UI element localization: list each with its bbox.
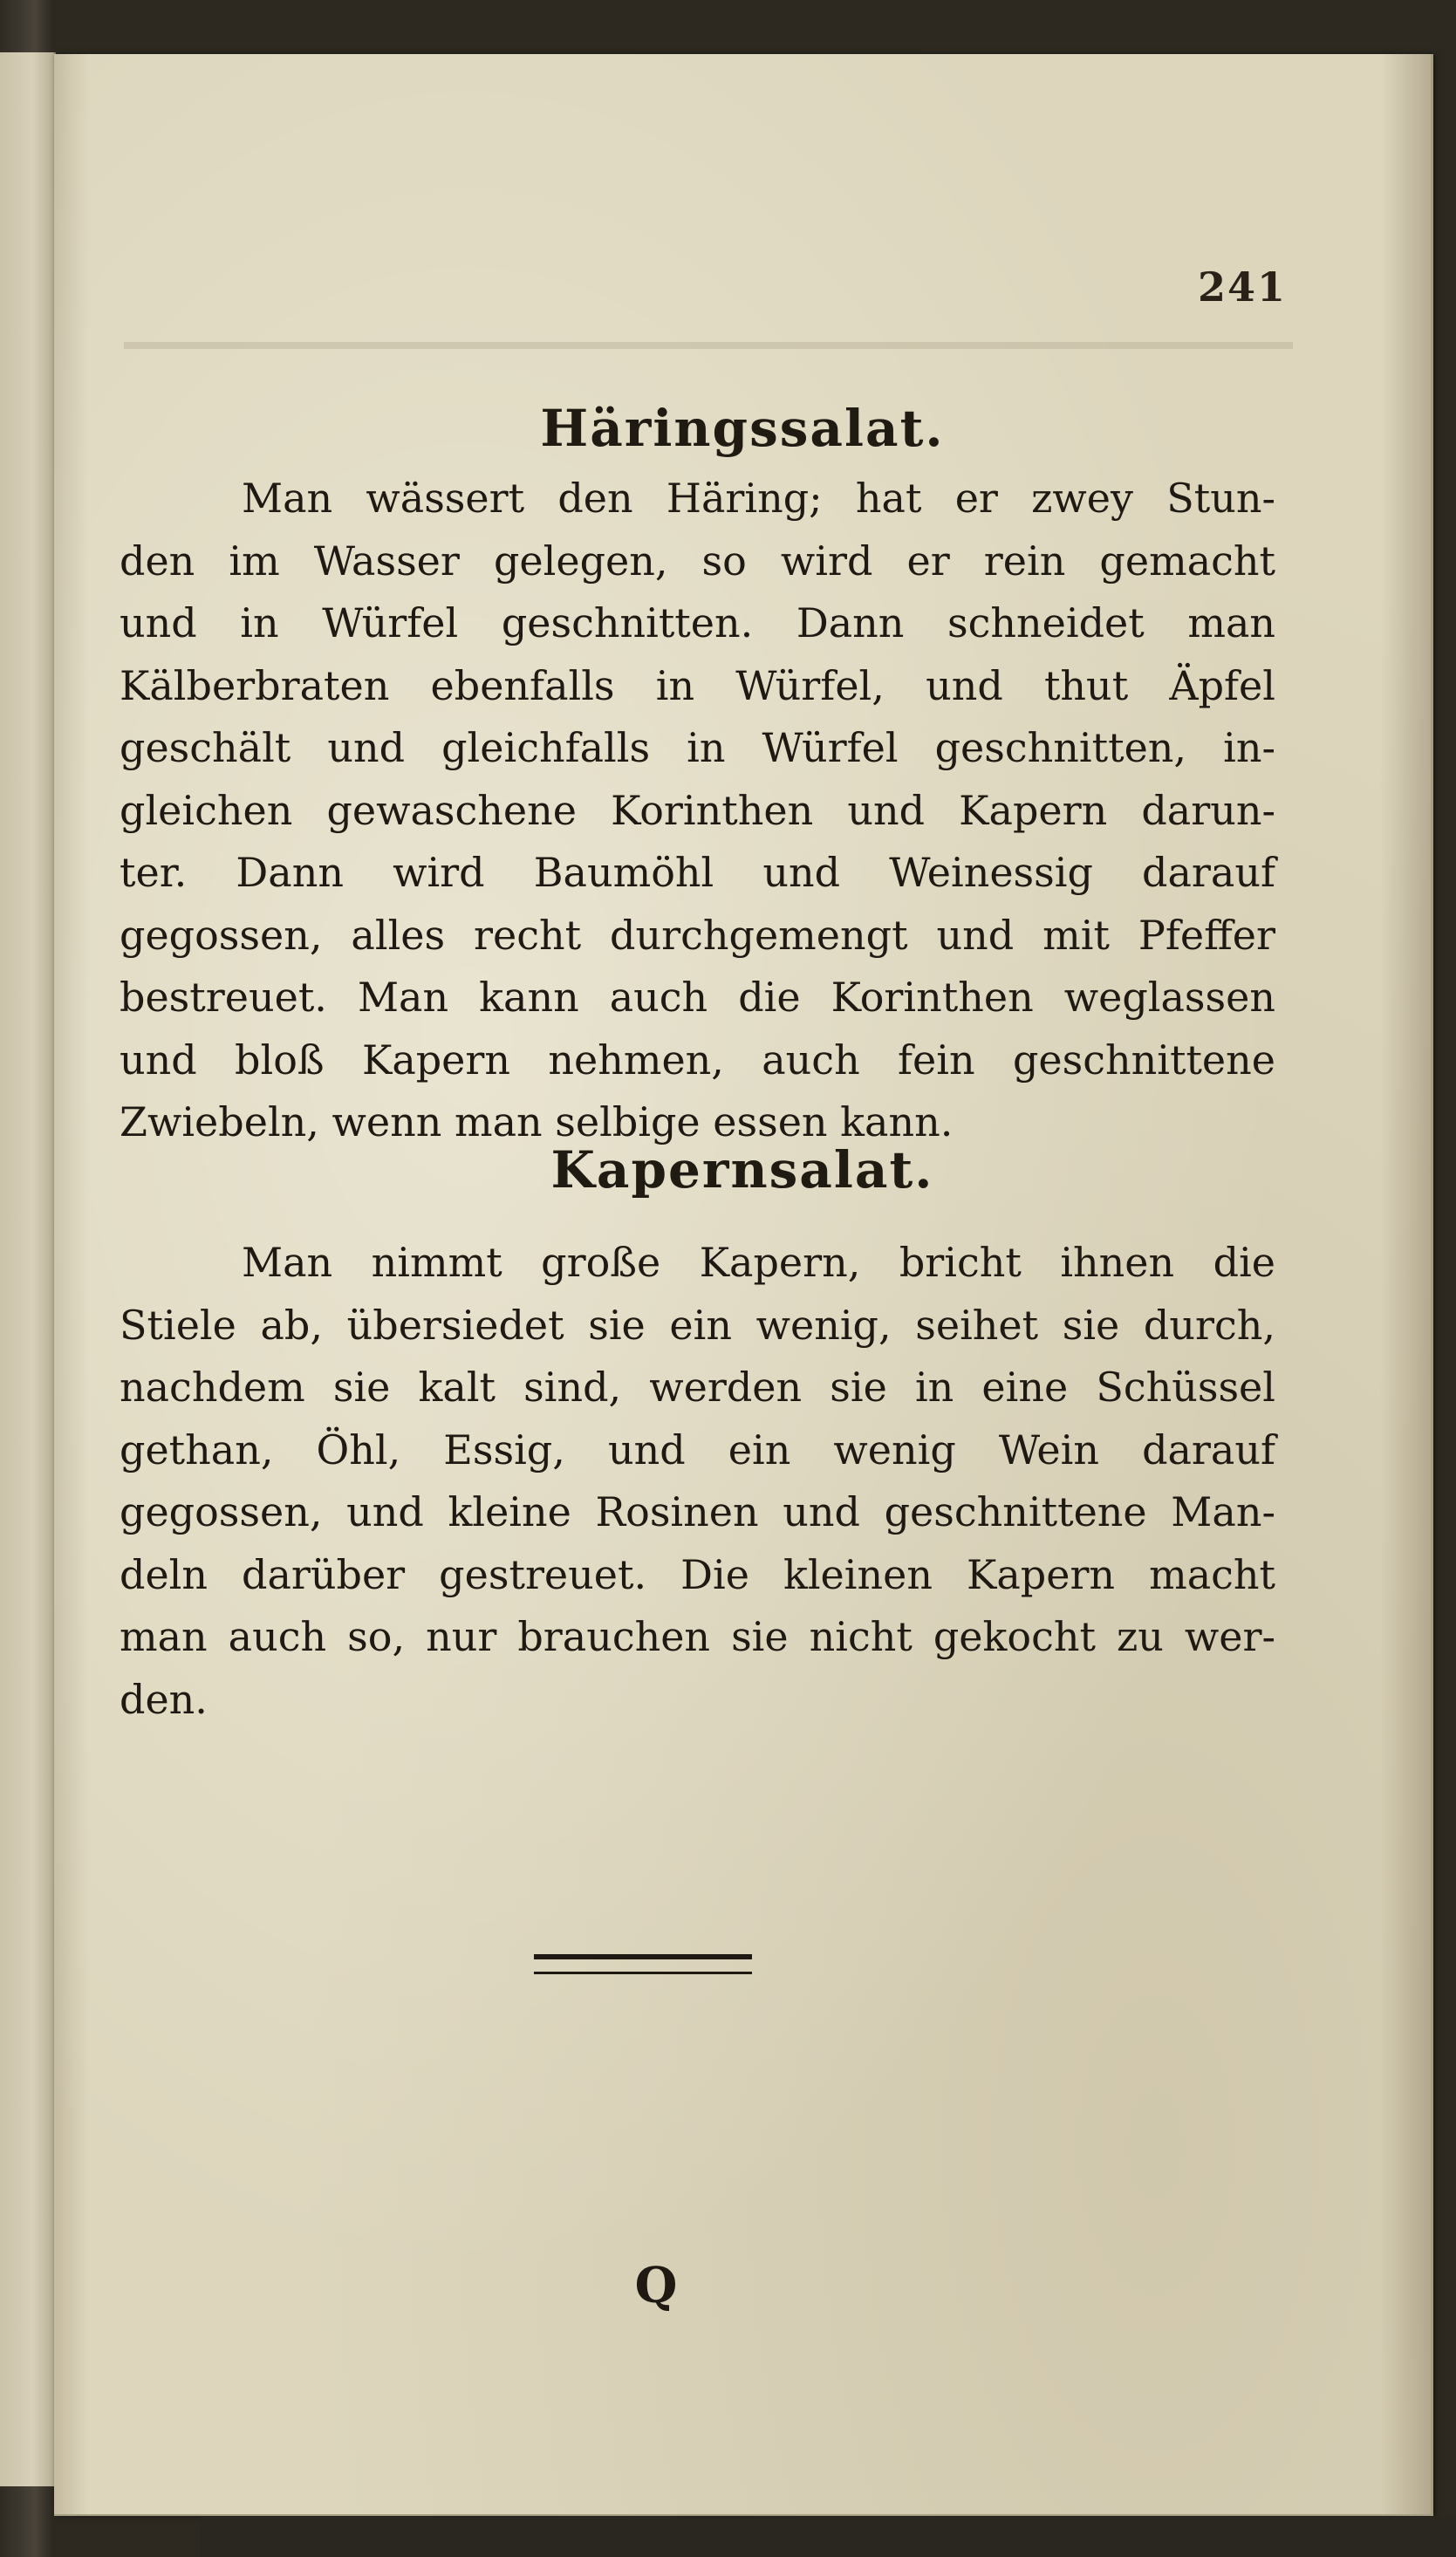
text-line: den im Wasser gelegen, so wird er rein gemacht: [120, 537, 1275, 585]
text-line: nachdem sie kalt sind, werden sie in eine Schüssel: [120, 1364, 1275, 1411]
book-page: [54, 54, 1433, 2516]
recipe-paragraph-haeringssalat: [120, 468, 1275, 1154]
left-page-edge: [0, 52, 56, 2486]
text-line: geschält und gleichfalls in Würfel geschnitten, in-: [120, 724, 1275, 771]
section-heading-kapernsalat: Kapernsalat.: [550, 1140, 934, 1200]
text-line: Kälberbraten ebenfalls in Würfel, und thut Äpfel: [120, 661, 1275, 709]
signature-mark: Q: [634, 2257, 678, 2314]
scan-bottom-edge: [201, 2517, 1456, 2557]
text-line: und bloß Kapern nehmen, auch fein geschnittene: [120, 1036, 1275, 1084]
text-line: gegossen, und kleine Rosinen und geschnittene Man-: [120, 1488, 1275, 1535]
page-number: 241: [1197, 263, 1287, 311]
text-line: ter. Dann wird Baumöhl und Weinessig darauf: [120, 849, 1275, 896]
text-line: Man nimmt große Kapern, bricht ihnen die: [242, 1239, 1275, 1286]
text-line: man auch so, nur brauchen sie nicht gekocht zu wer-: [120, 1613, 1275, 1660]
text-line: Man wässert den Häring; hat er zwey Stun-: [242, 475, 1275, 522]
text-line: Zwiebeln, wenn man selbige essen kann.: [120, 1098, 954, 1145]
section-heading-haeringssalat: Häringssalat.: [540, 399, 945, 458]
text-line: und in Würfel geschnitten. Dann schneidet man: [120, 599, 1275, 646]
text-line: deln darüber gestreuet. Die kleinen Kapern macht: [120, 1550, 1275, 1598]
text-line: gegossen, alles recht durchgemengt und mit Pfeffer: [120, 911, 1275, 959]
text-line: gethan, Öhl, Essig, und ein wenig Wein darauf: [120, 1425, 1275, 1473]
text-line: bestreuet. Man kann auch die Korinthen weglassen: [120, 974, 1275, 1021]
text-line: den.: [120, 1675, 208, 1723]
recipe-paragraph-kapernsalat: [120, 1232, 1275, 1731]
text-line: Stiele ab, übersiedet sie ein wenig, seihet sie durch,: [120, 1301, 1275, 1349]
faint-header-rule: [124, 342, 1293, 349]
text-line: gleichen gewaschene Korinthen und Kapern darun-: [120, 786, 1275, 834]
end-divider-rule: [534, 1954, 752, 1974]
